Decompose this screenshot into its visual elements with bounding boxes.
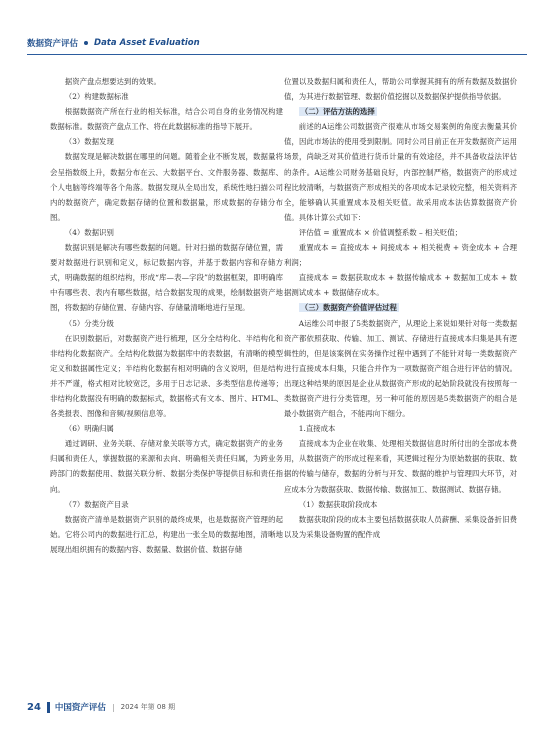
subheading: （1）数据获取阶段成本 bbox=[298, 499, 378, 509]
subheading: （5）分类分级 bbox=[64, 318, 114, 328]
footer-bar-icon bbox=[47, 702, 50, 713]
paragraph: 评估值 = 重置成本 × 价值调整系数 – 相关贬值； bbox=[298, 227, 463, 237]
subheading: （4）数据识别 bbox=[64, 227, 114, 237]
section-heading-text: （三）数据资产价值评估过程 bbox=[300, 303, 397, 313]
header-dot-icon bbox=[84, 41, 88, 45]
left-column bbox=[50, 74, 283, 557]
paragraph: 根据数据资产所在行业的相关标准，结合公司自身的业务情况构建数据标准。数据资产盘点工作、将在此数据标准的指导下展开。 bbox=[50, 107, 283, 132]
running-header bbox=[27, 36, 200, 50]
journal-name: 中国资产评估 bbox=[54, 703, 106, 713]
paragraph: 重置成本 = 直接成本 + 间接成本 + 相关税费 + 资金成本 + 合理利润； bbox=[284, 243, 517, 268]
issue-label: 2024 年第 08 期 bbox=[120, 703, 176, 711]
paragraph: 数据获取阶段的成本主要包括数据获取人员薪酬、采集设备折旧费以及为采集设备购置的配件成 bbox=[284, 514, 517, 539]
paragraph: 通过调研、业务关联、存储对象关联等方式，确定数据资产的业务归属和责任人，掌握数据的来源和去向、明确相关责任归属，为跨业务跨部门的数据使用、数据关联分析、数据分类保护等提供目标和责任指向。 bbox=[50, 439, 283, 494]
header-title-cn: 数据资产评估 bbox=[27, 39, 79, 49]
section-heading bbox=[284, 300, 517, 315]
paragraph: 数据识别是解决有哪些数据的问题。针对扫描的数据存储位置，需要对数据进行识别和定义，标记数据内容，并基于数据内容和存储方式，明确数据的组织结构，形成“库—表—字段”的数据框架，即明确库中有哪些表、表内有哪些数据，结合数据发现的成果，绘制数据资产地图，将数据的存储位置、存储内容、存储量清晰地进行呈现。 bbox=[50, 243, 283, 313]
paragraph: 数据发现是解决数据在哪里的问题。随着企业不断发展，数据量将会呈指数级上升，数据分布在云、大数据平台、文件服务器、数据库、个人电脑等终端等各个角落。数据发现从全局出发，系统性地扫描公司内的数据资产，确定数据存储的位置和数据量，形成数据的存储分布图。 bbox=[50, 152, 283, 222]
header-rule bbox=[27, 54, 527, 55]
paragraph: 直接成本 = 数据获取成本 + 数据传输成本 + 数据加工成本 + 数据测试成本 + 数据储存成本。 bbox=[284, 273, 517, 298]
page-footer bbox=[27, 700, 175, 714]
paragraph: 据资产盘点想要达到的效果。 bbox=[64, 77, 161, 86]
right-column bbox=[284, 74, 517, 542]
paragraph: 在识别数据后，对数据资产进行梳理，区分全结构化、半结构化和非结构化数据资产。全结构化数据为数据库中的表数据，有清晰的模型定义和数据属性定义；半结构化数据有相对明确的含义说明，但是结构并不严谨，格式相对比较宽泛，多用于日志记录、多类型信息传递等；非结构化数据没有明确的数据标式，数据格式有文本、图片、HTML、各类报表、图像和音频/视频信息等。 bbox=[50, 333, 283, 419]
footer-separator: | bbox=[111, 702, 115, 712]
section-heading bbox=[284, 104, 517, 119]
paragraph: 数据资产清单是数据资产识别的最终成果，也是数据资产管理的起始。它将公司内的数据进行汇总，构建出一张全局的数据地图，清晰地展现出组织拥有的数据内容、数据量、数据价值、数据存储 bbox=[50, 514, 283, 554]
subheading: 1.直接成本 bbox=[298, 424, 336, 434]
paragraph: 前述的A运维公司数据资产很难从市场交易案例的角度去衡量其价值，因此市场法的使用受到限制。同时公司目前正在开发数据资产运用场景，尚缺乏对其价值进行货币计量的有效途径，并不具备收益法评估的条件。A运维公司财务基础良好，内部控制严格，数据资产的形成过程比较清晰，与数据资产形成相关的各项成本记录较完整，相关资料齐全，能够确认其重置成本及相关贬值。故采用成本法估算数据资产价值。具体计算公式如下： bbox=[284, 122, 517, 222]
paragraph: 直接成本为企业在收集、处理相关数据信息时所付出的全部成本费用，从数据资产的形成过程来看，其逻辑过程分为原始数据的获取、数据的传输与储存，数据的分析与开发、数据的维护与管理四大环节，对应成本分为数据获取、数据传输、数据加工、数据测试、数据存储。 bbox=[284, 439, 517, 494]
header-title-en: Data Asset Evaluation bbox=[94, 38, 200, 48]
page-number: 24 bbox=[27, 701, 41, 713]
paragraph: A运维公司申报了5类数据资产，从理论上来说如果针对每一类数据资产都依照获取、传输、加工、测试、存储进行直接成本归集是具有逻辑性的，但是该案例在实务操作过程中遇到了不能针对每一类数据资产进行直接成本归集，只能合并作为一项数据资产组合进行评估的情况。出现这种结果的原因是企业从数据资产形成的起始阶段就没有按照每一类数据资产进行分类管理，另一种可能的原因是5类数据资产的组合是最小数据资产组合，不能再向下细分。 bbox=[284, 318, 517, 419]
subheading: （3）数据发现 bbox=[64, 137, 114, 147]
subheading: （2）构建数据标准 bbox=[64, 92, 129, 102]
paragraph-continued: 位置以及数据归属和责任人，帮助公司掌握其拥有的所有数据及数据价值，为其进行数据管理、数据价值挖掘以及数据保护提供指导依据。 bbox=[284, 77, 517, 102]
section-heading-text: （二）评估方法的选择 bbox=[300, 107, 375, 117]
subheading: （7）数据资产目录 bbox=[64, 499, 129, 509]
subheading: （6）明确归属 bbox=[64, 424, 114, 434]
